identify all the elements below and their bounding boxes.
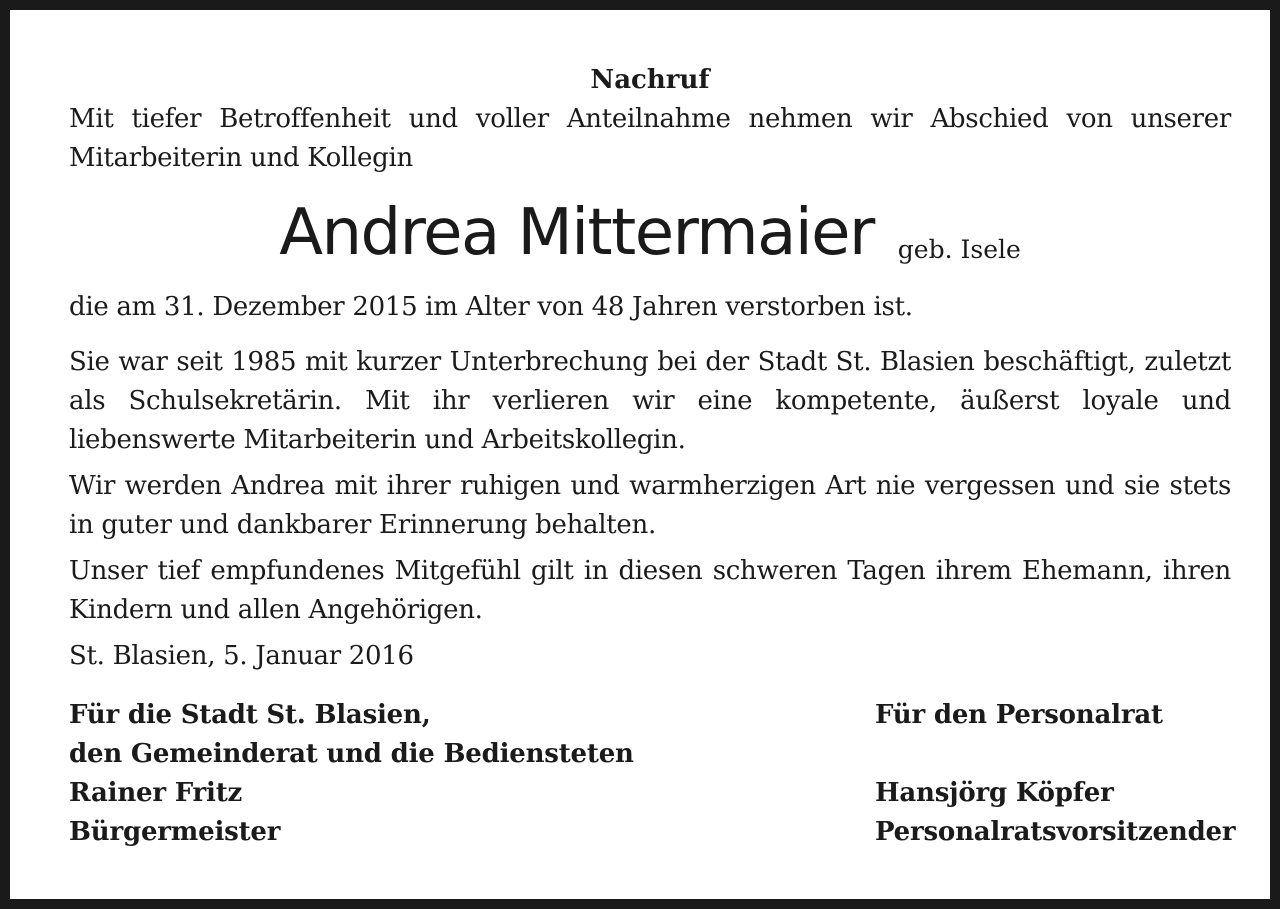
work-paragraph: Sie war seit 1985 mit kurzer Unterbrechung bei der Stadt St. Blasien beschäftigt, zuletzt als Schulsekretärin. Mit ihr verlieren wir eine kompetente, äußerst loyale und liebenswerte Mitarbeiterin und Arbeitskollegin. bbox=[69, 347, 1231, 455]
obituary-content bbox=[69, 50, 1236, 856]
maiden-name: geb. Isele bbox=[897, 235, 1021, 264]
signature-city-line1: Für die Stadt St. Blasien, bbox=[69, 700, 431, 730]
signature-council-line1: Für den Personalrat bbox=[875, 700, 1163, 730]
signature-city-role: Bürgermeister bbox=[69, 817, 281, 847]
sympathy-paragraph: Unser tief empfundenes Mitgefühl gilt in diesen schweren Tagen ihrem Ehemann, ihren Kindern und allen Angehörigen. bbox=[69, 556, 1231, 625]
death-date-text: die am 31. Dezember 2015 im Alter von 48 Jahren verstorben ist. bbox=[69, 292, 913, 322]
signature-council-spacer bbox=[875, 735, 1235, 774]
signature-block bbox=[69, 696, 1236, 856]
signature-city bbox=[69, 696, 634, 852]
deceased-name: Andrea Mittermaier bbox=[279, 196, 874, 270]
notice-title: Nachruf bbox=[590, 65, 710, 95]
signature-city-name: Rainer Fritz bbox=[69, 778, 243, 808]
intro-text: Mit tiefer Betroffenheit und voller Anteilnahme nehmen wir Abschied von unserer Mitarbeiterin und Kollegin bbox=[69, 104, 1231, 173]
memory-paragraph: Wir werden Andrea mit ihrer ruhigen und warmherzigen Art nie vergessen und sie stets in guter und dankbarer Erinnerung behalten. bbox=[69, 471, 1231, 540]
deceased-name-row bbox=[69, 196, 1231, 270]
signature-council-role: Personalratsvorsitzender bbox=[875, 817, 1236, 847]
signature-council-name: Hansjörg Köpfer bbox=[875, 778, 1114, 808]
signature-city-line2: den Gemeinderat und die Bediensteten bbox=[69, 739, 634, 769]
place-date: St. Blasien, 5. Januar 2016 bbox=[69, 641, 414, 671]
signature-council bbox=[875, 696, 1235, 852]
